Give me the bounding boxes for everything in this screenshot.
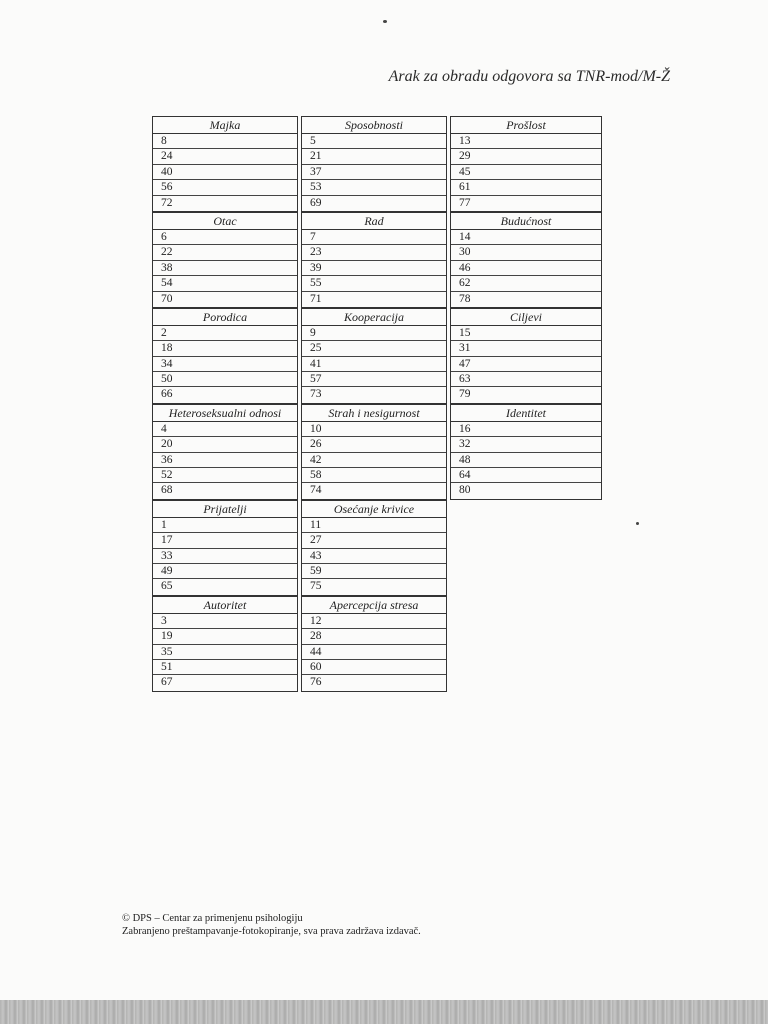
category-block xyxy=(152,596,298,692)
category-block xyxy=(152,500,298,596)
category-header: Osećanje krivice xyxy=(302,501,446,518)
category-header: Prošlost xyxy=(451,117,601,134)
item-number-row: 48 xyxy=(451,453,601,468)
item-number-row: 42 xyxy=(302,453,446,468)
item-number-row: 78 xyxy=(459,292,471,305)
item-number-row: 34 xyxy=(153,357,297,372)
item-number-row: 24 xyxy=(153,149,297,164)
item-number-row: 66 xyxy=(161,388,173,401)
item-number-row: 60 xyxy=(302,660,446,675)
item-number-row: 36 xyxy=(153,453,297,468)
scan-speck xyxy=(636,522,639,525)
category-header: Heteroseksualni odnosi xyxy=(153,405,297,422)
category-header: Apercepcija stresa xyxy=(302,597,446,614)
scan-edge-artifact xyxy=(0,1000,768,1024)
category-header: Porodica xyxy=(153,309,297,326)
item-number-row: 18 xyxy=(153,341,297,356)
item-number-row: 64 xyxy=(451,468,601,483)
item-number-row: 23 xyxy=(302,245,446,260)
category-header: Prijatelji xyxy=(153,501,297,518)
item-number-row: 31 xyxy=(451,341,601,356)
item-number-row: 54 xyxy=(153,276,297,291)
item-number-row: 75 xyxy=(310,580,322,593)
copying-prohibited-line: Zabranjeno preštampavanje-fotokopiranje, sva prava zadržava izdavač. xyxy=(122,926,421,937)
sheet-title: Arak za obradu odgovora sa TNR-mod/M-Ž xyxy=(388,68,670,85)
category-header: Rad xyxy=(302,213,446,230)
category-block xyxy=(152,404,298,500)
item-number-row: 40 xyxy=(153,165,297,180)
category-header: Identitet xyxy=(451,405,601,422)
category-block xyxy=(152,308,298,404)
item-number-row: 4 xyxy=(153,422,297,437)
item-number-row: 12 xyxy=(302,614,446,629)
item-number-row: 69 xyxy=(310,196,322,209)
category-block xyxy=(301,500,447,596)
item-number-row: 39 xyxy=(302,261,446,276)
category-header: Majka xyxy=(153,117,297,134)
item-number-row: 53 xyxy=(302,180,446,195)
item-number-row: 62 xyxy=(451,276,601,291)
item-number-row: 59 xyxy=(302,564,446,579)
category-block xyxy=(450,308,602,404)
item-number-row: 44 xyxy=(302,645,446,660)
category-header: Budućnost xyxy=(451,213,601,230)
category-header: Autoritet xyxy=(153,597,297,614)
category-block xyxy=(301,596,447,692)
item-number-row: 10 xyxy=(302,422,446,437)
category-header: Strah i nesigurnost xyxy=(302,405,446,422)
item-number-row: 9 xyxy=(302,326,446,341)
item-number-row: 21 xyxy=(302,149,446,164)
item-number-row: 70 xyxy=(161,292,173,305)
scoring-table xyxy=(152,116,602,692)
item-number-row: 71 xyxy=(310,292,322,305)
item-number-row: 35 xyxy=(153,645,297,660)
item-number-row: 5 xyxy=(302,134,446,149)
copyright-line: © DPS – Centar za primenjenu psihologiju xyxy=(122,913,303,924)
category-block xyxy=(301,212,447,308)
copyright-footer xyxy=(122,912,421,938)
item-number-row: 16 xyxy=(451,422,601,437)
item-number-row: 33 xyxy=(153,549,297,564)
item-number-row: 14 xyxy=(451,230,601,245)
item-number-row: 22 xyxy=(153,245,297,260)
item-number-row: 50 xyxy=(153,372,297,387)
item-number-row: 49 xyxy=(153,564,297,579)
item-number-row: 68 xyxy=(161,484,173,497)
item-number-row: 72 xyxy=(161,196,173,209)
item-number-row: 20 xyxy=(153,437,297,452)
item-number-row: 8 xyxy=(153,134,297,149)
category-block xyxy=(152,212,298,308)
item-number-row: 46 xyxy=(451,261,601,276)
category-header: Otac xyxy=(153,213,297,230)
item-number-row: 3 xyxy=(153,614,297,629)
category-block xyxy=(152,116,298,212)
item-number-row: 79 xyxy=(459,388,471,401)
item-number-row: 7 xyxy=(302,230,446,245)
item-number-row: 76 xyxy=(310,676,322,689)
category-header: Kooperacija xyxy=(302,309,446,326)
item-number-row: 67 xyxy=(161,676,173,689)
item-number-row: 37 xyxy=(302,165,446,180)
item-number-row: 57 xyxy=(302,372,446,387)
item-number-row: 56 xyxy=(153,180,297,195)
item-number-row: 63 xyxy=(451,372,601,387)
scan-speck xyxy=(383,20,387,23)
item-number-row: 65 xyxy=(161,580,173,593)
category-block xyxy=(301,308,447,404)
item-number-row: 45 xyxy=(451,165,601,180)
item-number-row: 13 xyxy=(451,134,601,149)
item-number-row: 80 xyxy=(459,484,471,497)
item-number-row: 55 xyxy=(302,276,446,291)
item-number-row: 52 xyxy=(153,468,297,483)
item-number-row: 61 xyxy=(451,180,601,195)
item-number-row: 25 xyxy=(302,341,446,356)
category-block xyxy=(450,116,602,212)
item-number-row: 32 xyxy=(451,437,601,452)
category-header: Sposobnosti xyxy=(302,117,446,134)
item-number-row: 51 xyxy=(153,660,297,675)
item-number-row: 58 xyxy=(302,468,446,483)
item-number-row: 47 xyxy=(451,357,601,372)
item-number-row: 41 xyxy=(302,357,446,372)
item-number-row: 19 xyxy=(153,629,297,644)
item-number-row: 17 xyxy=(153,533,297,548)
item-number-row: 29 xyxy=(451,149,601,164)
item-number-row: 28 xyxy=(302,629,446,644)
item-number-row: 11 xyxy=(302,518,446,533)
item-number-row: 77 xyxy=(459,196,471,209)
item-number-row: 38 xyxy=(153,261,297,276)
category-block xyxy=(450,212,602,308)
category-block xyxy=(301,404,447,500)
item-number-row: 6 xyxy=(153,230,297,245)
item-number-row: 26 xyxy=(302,437,446,452)
item-number-row: 73 xyxy=(310,388,322,401)
item-number-row: 74 xyxy=(310,484,322,497)
category-block xyxy=(450,404,602,500)
item-number-row: 15 xyxy=(451,326,601,341)
category-header: Ciljevi xyxy=(451,309,601,326)
item-number-row: 30 xyxy=(451,245,601,260)
item-number-row: 1 xyxy=(153,518,297,533)
item-number-row: 43 xyxy=(302,549,446,564)
item-number-row: 2 xyxy=(153,326,297,341)
category-block xyxy=(301,116,447,212)
item-number-row: 27 xyxy=(302,533,446,548)
